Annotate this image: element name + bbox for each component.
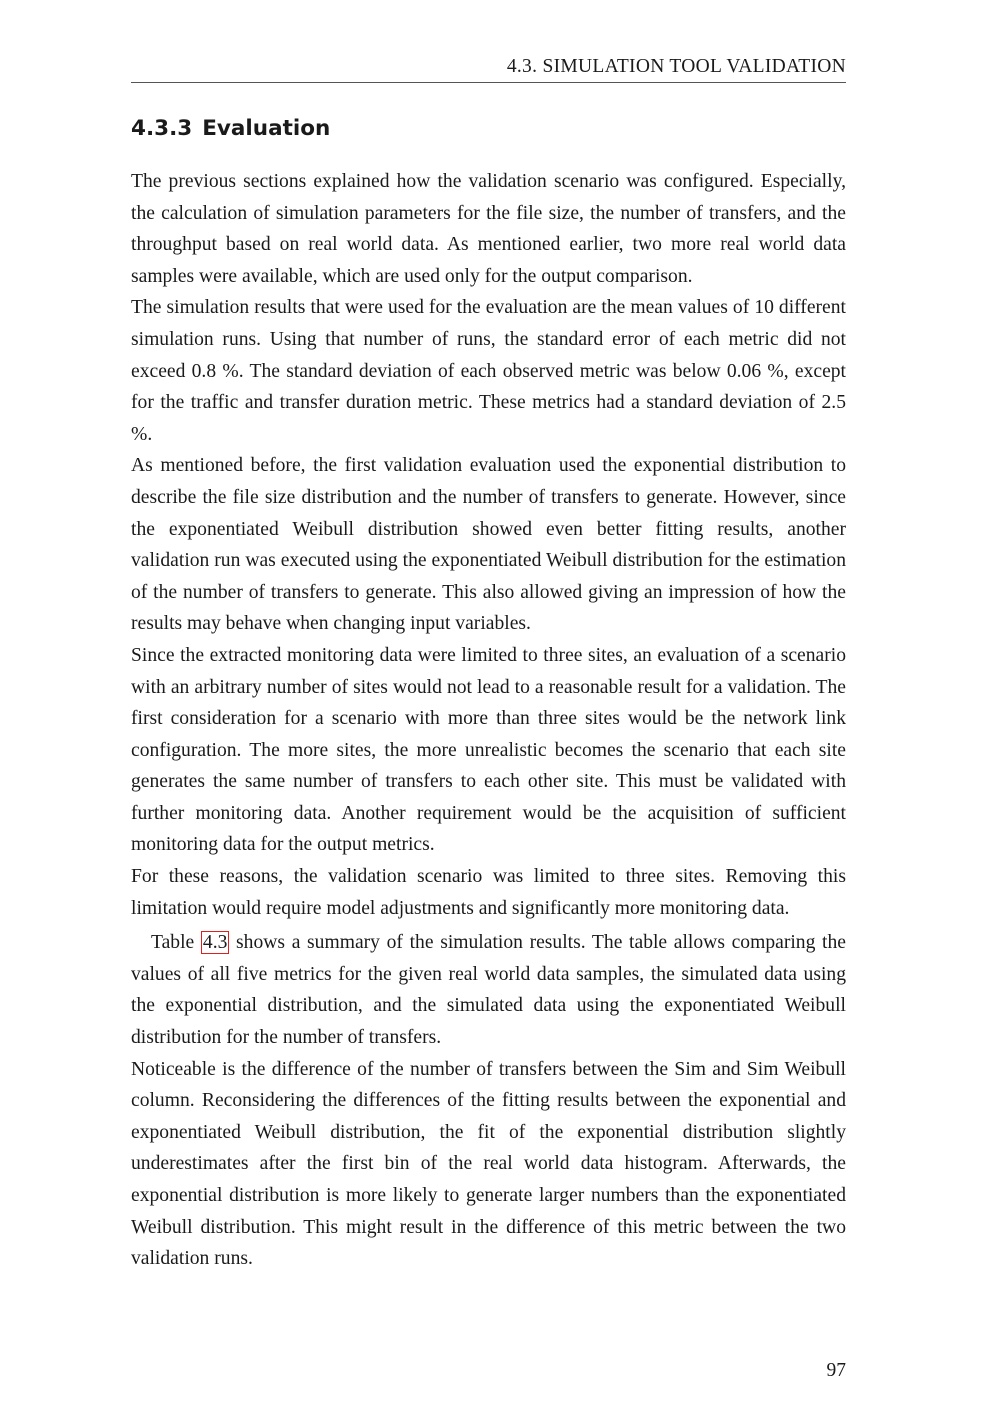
paragraph-6-rest: shows a summary of the simulation results. The table allows comparing the values of all five metrics for the given real world data samples, the simulated data using the exponential distribution, and the simulated data using the exponentiated Weibull distribution for the number of transfers. xyxy=(131,932,846,1049)
table-reference-link[interactable]: 4.3 xyxy=(202,932,228,954)
page-number: 97 xyxy=(826,1360,846,1381)
paragraph-7: Noticeable is the difference of the number of transfers between the Sim and Sim Weibull column. Reconsidering the differences of the fitting results between the exponential and exponentiated Weibull distribution, the fit of the exponential distribution slightly underestimates after the first bin of the real world data histogram. Afterwards, the exponential distribution is more likely to generate larger numbers than the exponentiated Weibull distribution. This might result in the difference of this metric between the two validation runs. xyxy=(131,1058,846,1270)
paragraph-5: For these reasons, the validation scenario was limited to three sites. Removing this limitation would require model adjustments and significantly more monitoring data. xyxy=(131,866,846,919)
paragraph-6-start: Table xyxy=(151,932,201,954)
section-number: 4.3.3 xyxy=(131,116,193,141)
running-head: 4.3. SIMULATION TOOL VALIDATION xyxy=(131,56,846,83)
body-text xyxy=(131,166,846,1275)
paragraph-2: The simulation results that were used for the evaluation are the mean values of 10 different simulation runs. Using that number of runs, the standard error of each metric did not exceed 0.8 %. The standard deviation of each observed metric was below 0.06 %, except for the traffic and transfer duration metric. These metrics had a standard deviation of 2.5 %. xyxy=(131,297,846,445)
paragraph-6 xyxy=(131,927,846,1053)
section-title: Evaluation xyxy=(202,116,331,141)
paragraph-3: As mentioned before, the first validation evaluation used the exponential distribution to describe the file size distribution and the number of transfers to generate. However, since the exponentiated Weibull distribution showed even better fitting results, another validation run was executed using the exponentiated Weibull distribution for the estimation of the number of transfers to generate. This also allowed giving an impression of how the results may behave when changing input variables. xyxy=(131,455,846,635)
paragraph-4: Since the extracted monitoring data were limited to three sites, an evaluation of a scenario with an arbitrary number of sites would not lead to a reasonable result for a validation. The first consideration for a scenario with more than three sites would be the network link configuration. The more sites, the more unrealistic becomes the scenario that each site generates the same number of transfers to each other site. This must be validated with further monitoring data. Another requirement would be the acquisition of sufficient monitoring data for the output metrics. xyxy=(131,644,846,856)
section-heading xyxy=(131,116,330,141)
paragraph-1: The previous sections explained how the validation scenario was configured. Especially, the calculation of simulation parameters for the file size, the number of transfers, and the throughput based on real world data. As mentioned earlier, two more real world data samples were available, which are used only for the output comparison. xyxy=(131,171,846,287)
